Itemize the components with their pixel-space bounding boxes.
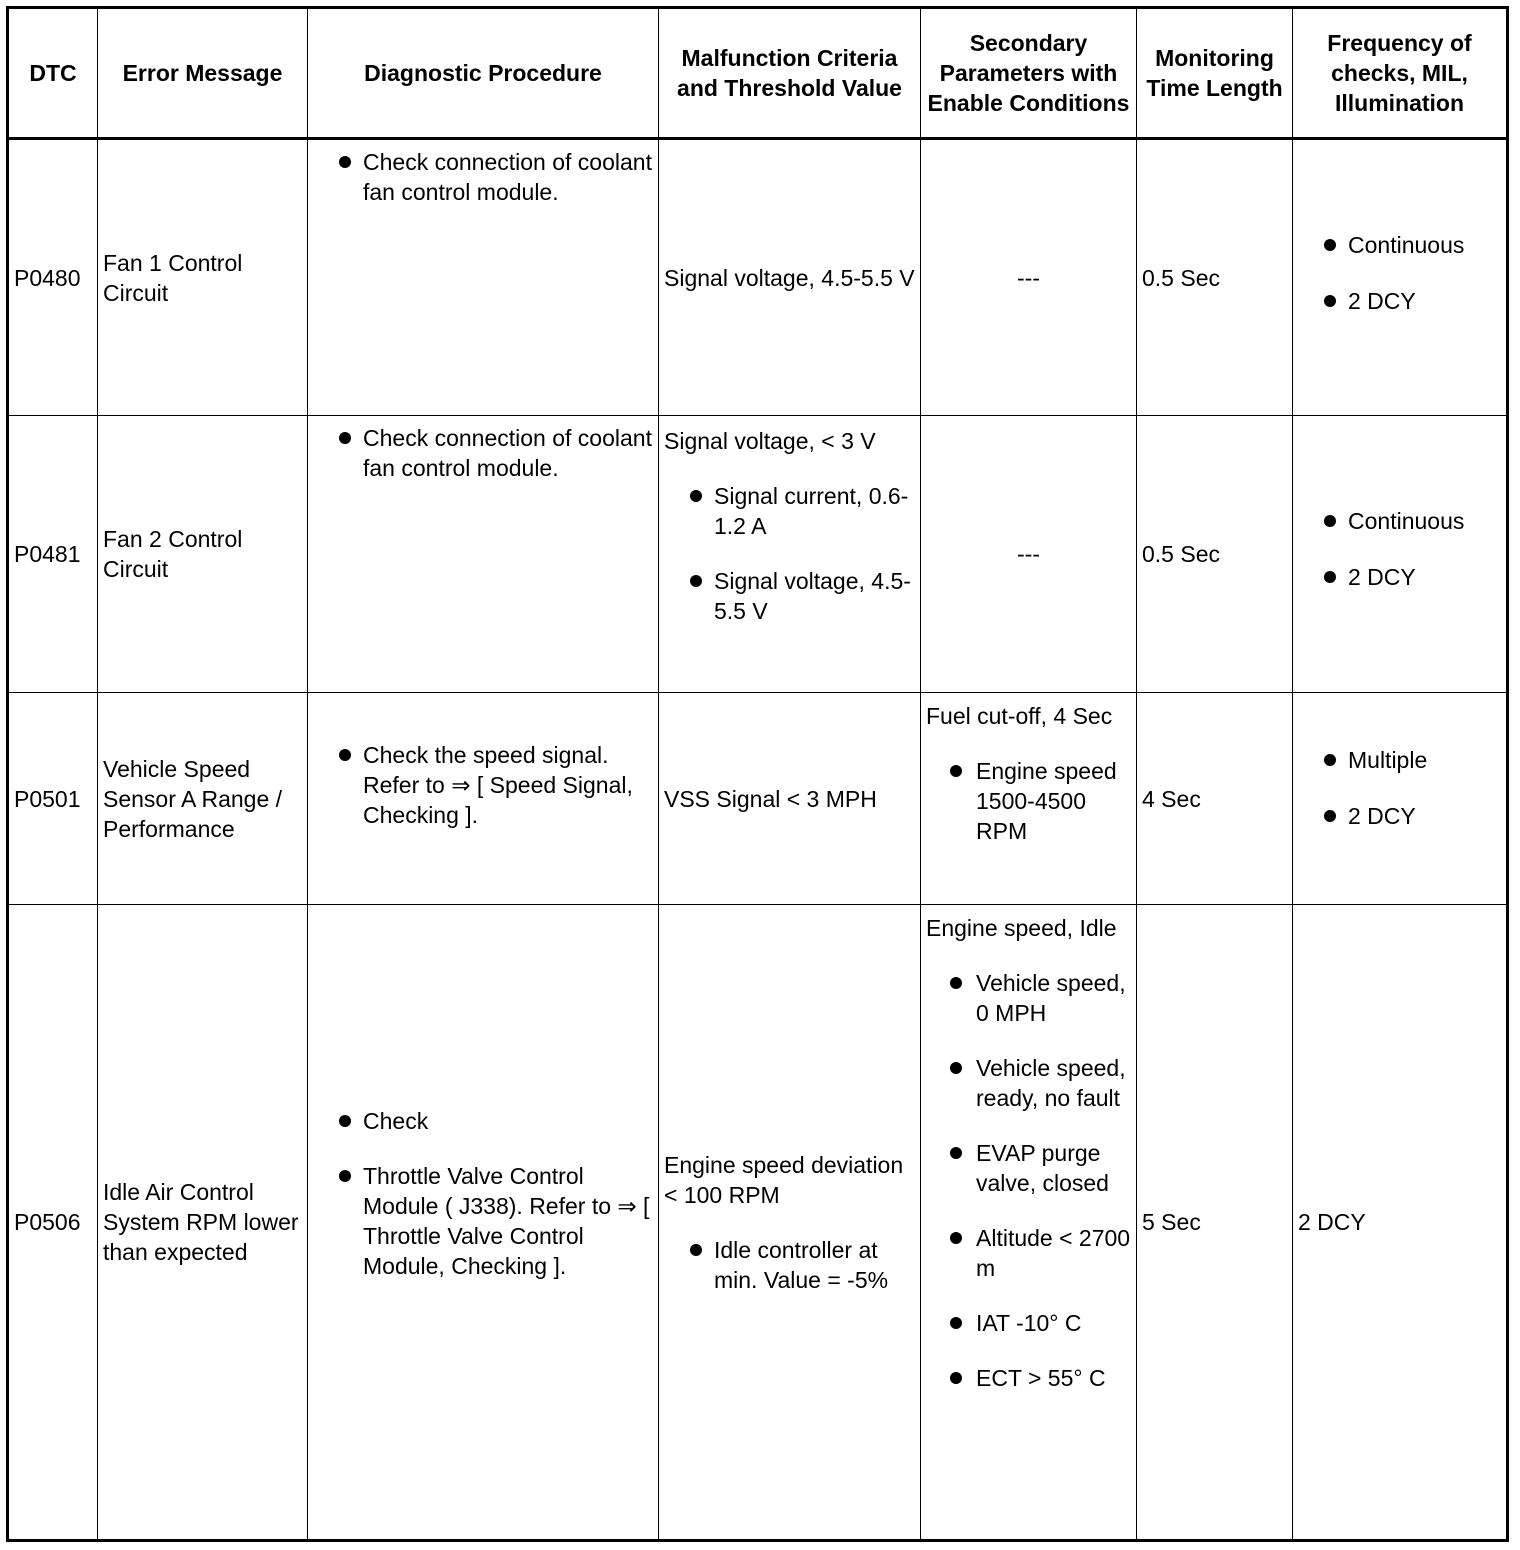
frequency-item: 2 DCY <box>1298 286 1501 316</box>
malfunction-criteria <box>659 416 921 693</box>
frequency-item: 2 DCY <box>1298 801 1501 831</box>
secondary-parameters <box>921 905 1137 1541</box>
secondary-item: Vehicle speed, 0 MPH <box>926 968 1131 1028</box>
frequency <box>1293 416 1508 693</box>
error-message: Fan 2 Control Circuit <box>98 416 308 693</box>
secondary-parameters <box>921 693 1137 905</box>
frequency-item: Multiple <box>1298 745 1501 775</box>
malfunction-criteria <box>659 139 921 416</box>
secondary-item: Engine speed 1500-4500 RPM <box>926 756 1131 846</box>
secondary-item: ECT > 55° C <box>926 1363 1131 1393</box>
procedure-step: Check connection of coolant fan control module. <box>313 423 653 483</box>
frequency-item: Continuous <box>1298 506 1501 536</box>
col-header-frequency: Frequency of checks, MIL, Illumination <box>1293 8 1508 139</box>
frequency-item: 2 DCY <box>1298 562 1501 592</box>
table-row <box>8 139 1508 416</box>
error-message: Fan 1 Control Circuit <box>98 139 308 416</box>
secondary-item: Altitude < 2700 m <box>926 1223 1131 1283</box>
monitoring-time: 0.5 Sec <box>1137 416 1293 693</box>
col-header-error-message: Error Message <box>98 8 308 139</box>
col-header-secondary-parameters: Secondary Parameters with Enable Conditions <box>921 8 1137 139</box>
diagnostic-procedure <box>308 416 659 693</box>
col-header-dtc: DTC <box>8 8 98 139</box>
error-message: Idle Air Control System RPM lower than expected <box>98 905 308 1541</box>
dtc-code: P0480 <box>8 139 98 416</box>
procedure-step: Throttle Valve Control Module ( J338). Refer to ⇒ [ Throttle Valve Control Module, Checking ]. <box>313 1161 653 1281</box>
criteria-item: Idle controller at min. Value = -5% <box>664 1235 915 1295</box>
col-header-malfunction-criteria: Malfunction Criteria and Threshold Value <box>659 8 921 139</box>
table-row <box>8 416 1508 693</box>
criteria-lead: VSS Signal < 3 MPH <box>664 785 877 812</box>
secondary-lead: Engine speed, Idle <box>926 915 1117 941</box>
monitoring-time: 0.5 Sec <box>1137 139 1293 416</box>
frequency <box>1293 693 1508 905</box>
monitoring-time: 4 Sec <box>1137 693 1293 905</box>
criteria-lead: Signal voltage, 4.5-5.5 V <box>664 264 915 291</box>
diagnostic-procedure <box>308 693 659 905</box>
diagnostic-procedure <box>308 905 659 1541</box>
criteria-item: Signal current, 0.6-1.2 A <box>664 481 915 541</box>
dtc-code: P0506 <box>8 905 98 1541</box>
col-header-monitoring-time: Monitoring Time Length <box>1137 8 1293 139</box>
secondary-item: Vehicle speed, ready, no fault <box>926 1053 1131 1113</box>
frequency-item: Continuous <box>1298 230 1501 260</box>
secondary-lead: --- <box>1017 264 1040 291</box>
criteria-item: Signal voltage, 4.5-5.5 V <box>664 566 915 626</box>
col-header-diagnostic-procedure: Diagnostic Procedure <box>308 8 659 139</box>
procedure-step: Check <box>313 1106 653 1136</box>
secondary-parameters <box>921 139 1137 416</box>
procedure-step: Check the speed signal. Refer to ⇒ [ Speed Signal, Checking ]. <box>313 740 653 830</box>
malfunction-criteria <box>659 905 921 1541</box>
criteria-lead: Signal voltage, < 3 V <box>664 428 876 454</box>
dtc-code: P0481 <box>8 416 98 693</box>
secondary-parameters <box>921 416 1137 693</box>
malfunction-criteria <box>659 693 921 905</box>
secondary-item: EVAP purge valve, closed <box>926 1138 1131 1198</box>
secondary-lead: --- <box>1017 541 1040 567</box>
dtc-code: P0501 <box>8 693 98 905</box>
header-row <box>8 8 1508 139</box>
frequency: 2 DCY <box>1293 905 1508 1541</box>
frequency <box>1293 139 1508 416</box>
diagnostic-procedure <box>308 139 659 416</box>
table-row <box>8 693 1508 905</box>
secondary-item: IAT -10° C <box>926 1308 1131 1338</box>
monitoring-time: 5 Sec <box>1137 905 1293 1541</box>
criteria-lead: Engine speed deviation < 100 RPM <box>664 1151 904 1208</box>
table-row <box>8 905 1508 1541</box>
error-message: Vehicle Speed Sensor A Range / Performance <box>98 693 308 905</box>
procedure-step: Check connection of coolant fan control module. <box>313 147 653 207</box>
secondary-lead: Fuel cut-off, 4 Sec <box>926 703 1113 729</box>
dtc-table <box>6 6 1509 1542</box>
